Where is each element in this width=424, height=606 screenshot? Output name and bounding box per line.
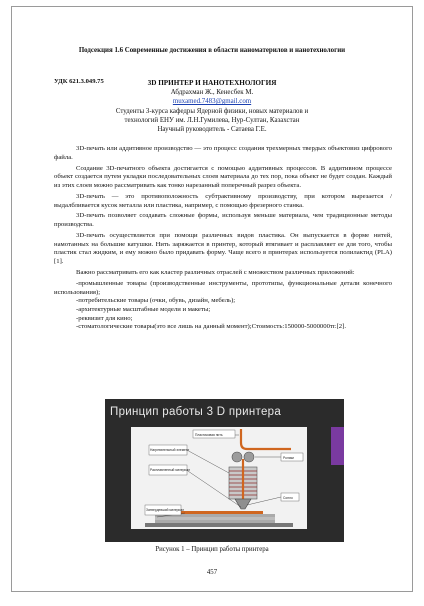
affiliation-line-2: технологий ЕНУ им. Л.Н.Гумилева, Нур-Султан, Казахстан: [124, 116, 300, 124]
affiliation-line-1: Студенты 3-курса кафедры Ядерной физики, новых материалов и: [115, 108, 309, 115]
paper-title: 3D ПРИНТЕР И НАНОТЕХНОЛОГИЯ: [147, 79, 277, 87]
supervisor: Научный руководитель - Сатаева Г.Е.: [157, 126, 267, 133]
printer-diagram: [105, 399, 344, 542]
list-item: -архитектурные масштабные модели и макеты;: [76, 306, 211, 314]
page-number: 457: [206, 569, 218, 576]
paragraph: 3D-печать осуществляется при помощи различных видов пластика. Он выпускается в форме нитей, намотанных на большие катушки. Нить заряжается в принтер, который втягивает и расплавляет ее для того, чтобы пластик стал жидким, и ему можно было придавать форму. Чаще всего в принтерах используется полилактид (PLA) [1].: [54, 232, 392, 266]
label-melted-material: Расплавленный материал: [150, 468, 191, 472]
authors: Абдрахман Ж., Кенесбек М.: [170, 89, 254, 96]
paragraph: 3D-печать позволяет создавать сложные формы, используя меньше материала, чем традиционные методы производства.: [54, 212, 392, 229]
document-page: [11, 6, 413, 592]
figure-printer-principle: [105, 399, 344, 542]
list-item: -промышленные товары (производственные инструменты, прототипы, функциональные детали конечного использования);: [54, 279, 392, 296]
list-item: -стоматологические товары(это все лишь на данный момент);Стоимость:150000-5000000тг.[2].: [76, 323, 346, 331]
layer: [155, 520, 275, 523]
section-title: Подсекция 1.6 Современные достижения в области наноматерилов и нанотехнологии: [78, 47, 346, 54]
author-email-link[interactable]: muxamed.7483@gmail.com: [172, 98, 252, 105]
affiliation: [12, 108, 412, 126]
paragraph: 3D-печать — это противоположность субтрактивному производству, при котором вырезается / выдалбливается кусок металла или пластика, например, с помощью фрезерного станка.: [54, 192, 392, 209]
label-heating-element: Нагревательный элемент: [150, 448, 190, 452]
roller-left-icon: [232, 452, 242, 462]
paragraph: Создание 3D-печатного объекта достигается с помощью аддитивных процессов. В аддитивном процессе объект создается путем укладки последовательных слоев материала до тех пор, пока объект не будет создан. Каждый из этих слоев можно рассматривать как тонко нарезанный поперечный разрез объекта.: [54, 164, 392, 189]
paragraph: 3D-печать или аддитивное производство — это процесс создания трехмерных твердых объектовиз цифрового файла.: [54, 145, 392, 161]
figure-title: Принцип работы 3 D принтера: [110, 406, 282, 418]
label-solidified-material: Затвердевший материал: [146, 508, 185, 512]
roller-right-icon: [244, 452, 254, 462]
figure-caption: Рисунок 1 – Принцип работы принтера: [155, 546, 269, 553]
list-item: -реквизит для кино;: [76, 314, 133, 322]
article-body: [54, 145, 392, 332]
label-plastic-filament: Пластиковая нить: [195, 433, 223, 437]
paragraph: Важно рассматривать его как кластер различных отраслей с множеством различных приложений:: [76, 269, 355, 277]
label-nozzle: Сопло: [283, 496, 293, 500]
udk-code: УДК 621.3.049.75: [54, 78, 104, 85]
build-plate: [145, 523, 293, 527]
layer: [155, 517, 275, 520]
list-item: -потребительские товары (очки, обувь, дизайн, мебель);: [76, 297, 236, 305]
label-rollers: Ролики: [283, 456, 294, 460]
